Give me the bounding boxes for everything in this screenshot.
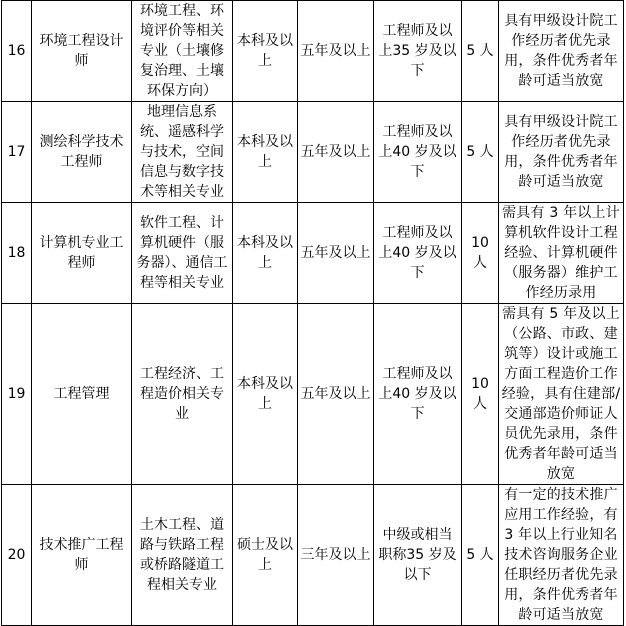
major-requirement: 土木工程、道路与铁路工程或桥路隧道工程相关专业	[132, 485, 233, 626]
education-requirement: 硕士及以上	[233, 485, 298, 626]
row-number: 17	[2, 102, 32, 203]
education-requirement: 本科及以上	[233, 102, 298, 203]
row-number: 19	[2, 304, 32, 485]
table-row	[2, 485, 624, 626]
other-requirements: 有一定的技术推广应用工作经验，有 3 年以上行业知名技术咨询服务企业任职经历者优先录用，条件优秀者年龄可适当放宽	[499, 485, 624, 626]
title-age-requirement: 工程师及以上40 岁及以下	[374, 304, 462, 485]
row-number: 20	[2, 485, 32, 626]
table-row	[2, 203, 624, 304]
other-requirements: 具有甲级设计院工作经历者优先录用，条件优秀者年龄可适当放宽	[499, 1, 624, 102]
title-age-requirement: 中级或相当职称35 岁及以下	[374, 485, 462, 626]
table-row	[2, 102, 624, 203]
position-name: 工程管理	[32, 304, 132, 485]
title-age-requirement: 工程师及以上40 岁及以下	[374, 102, 462, 203]
major-requirement: 软件工程、计算机硬件（服务器）、通信工程等相关专业	[132, 203, 233, 304]
education-requirement: 本科及以上	[233, 1, 298, 102]
other-requirements: 具有甲级设计院工作经历者优先录用，条件优秀者年龄可适当放宽	[499, 102, 624, 203]
major-requirement: 环境工程、环境评价等相关专业（土壤修复治理、土壤环保方向）	[132, 1, 233, 102]
position-name: 技术推广工程师	[32, 485, 132, 626]
position-name: 测绘科学技术工程师	[32, 102, 132, 203]
major-requirement: 地理信息系统、遥感科学与技术，空间信息与数字技术等相关专业	[132, 102, 233, 203]
experience-requirement: 三年及以上	[298, 485, 374, 626]
hiring-count: 10 人	[462, 304, 499, 485]
jobs-table	[1, 0, 624, 626]
hiring-count: 5 人	[462, 1, 499, 102]
table-row	[2, 1, 624, 102]
position-name: 环境工程设计师	[32, 1, 132, 102]
experience-requirement: 五年及以上	[298, 102, 374, 203]
row-number: 16	[2, 1, 32, 102]
hiring-count: 5 人	[462, 102, 499, 203]
experience-requirement: 五年及以上	[298, 203, 374, 304]
row-number: 18	[2, 203, 32, 304]
experience-requirement: 五年及以上	[298, 1, 374, 102]
title-age-requirement: 工程师及以上35 岁及以下	[374, 1, 462, 102]
other-requirements: 需具有 3 年以上计算机软件设计工程经验、计算机硬件（服务器）维护工作经历录用	[499, 203, 624, 304]
education-requirement: 本科及以上	[233, 304, 298, 485]
hiring-count: 5 人	[462, 485, 499, 626]
experience-requirement: 五年及以上	[298, 304, 374, 485]
major-requirement: 工程经济、工程造价相关专业	[132, 304, 233, 485]
education-requirement: 本科及以上	[233, 203, 298, 304]
other-requirements: 需具有 5 年及以上（公路、市政、建筑等）设计或施工方面工程造价工作经验，具有住建部/交通部造价师证人员优先录用，条件优秀者年龄可适当放宽	[499, 304, 624, 485]
hiring-count: 10 人	[462, 203, 499, 304]
position-name: 计算机专业工程师	[32, 203, 132, 304]
table-row	[2, 304, 624, 485]
title-age-requirement: 工程师及以上40 岁及以下	[374, 203, 462, 304]
